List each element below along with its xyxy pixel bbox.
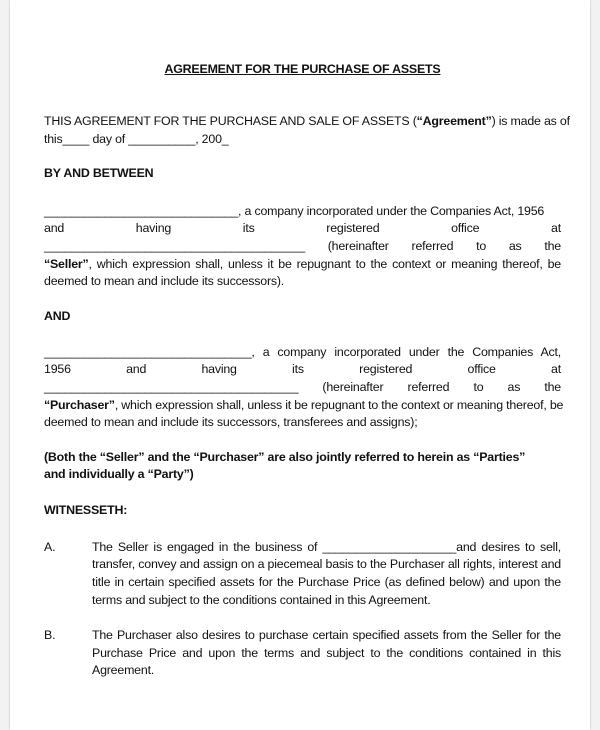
word: registered — [326, 221, 380, 235]
seller-line-3 — [44, 239, 561, 254]
word: 1956 — [44, 362, 71, 376]
and-heading: AND — [44, 309, 71, 323]
clause-b-line: The Purchaser also desires to purchase certain specified assets from the Seller for the — [92, 628, 561, 642]
parties-note-line-1: (Both the “Seller” and the “Purchaser” are also jointly referred to herein as “Parties” — [44, 450, 526, 464]
word: its — [242, 221, 255, 235]
word: at — [551, 362, 561, 376]
word: having — [201, 362, 237, 376]
seller-line-1 — [44, 204, 544, 219]
intro-line-2: this____ day of __________, 200_ — [44, 132, 229, 146]
word: (hereinafter — [327, 239, 389, 253]
purchaser-line-2 — [44, 362, 561, 377]
seller-line-4 — [44, 257, 561, 272]
intro-text: THIS AGREEMENT FOR THE PURCHASE AND SALE OF ASSETS ( — [44, 114, 417, 128]
purchaser-line-5: deemed to mean and include its successors, transferees and assigns); — [44, 415, 418, 429]
word: office — [451, 221, 480, 235]
witnesseth-heading: WITNESSETH: — [44, 503, 128, 517]
word: and — [126, 362, 147, 376]
seller-line-2 — [44, 221, 561, 236]
agreement-term: “Agreement” — [416, 114, 492, 128]
word: having — [135, 221, 172, 235]
purchaser-term: “Purchaser” — [44, 398, 115, 412]
seller-incorporation-text: , a company incorporated under the Companies Act, 1956 — [238, 204, 545, 218]
purchaser-office-blank: ______________________________________ — [44, 380, 299, 394]
word: at — [551, 221, 561, 235]
word: the — [544, 380, 561, 394]
clause-b-line: Agreement. — [92, 663, 155, 677]
intro-line-1 — [44, 114, 570, 129]
parties-note-line-2: and individually a “Party”) — [44, 467, 194, 481]
word: referred — [407, 380, 450, 394]
purchaser-name-blank: _______________________________, — [44, 345, 255, 359]
purchaser-line-4 — [44, 398, 564, 413]
seller-name-blank: _____________________________ — [44, 204, 239, 218]
clause-b-line: Purchase Price and upon the terms and subject to the conditions contained in this — [92, 646, 561, 660]
word: (hereinafter — [322, 380, 384, 394]
purchaser-line-1 — [44, 345, 561, 360]
seller-term: “Seller” — [44, 257, 89, 271]
purchaser-definition-text: , which expression shall, unless it be repugnant to the context or meaning thereof, be — [114, 398, 564, 412]
purchaser-line-3 — [44, 380, 561, 395]
word: office — [467, 362, 496, 376]
word: its — [292, 362, 304, 376]
clause-a-line: The Seller is engaged in the business of ____________________and desires to sell, — [92, 540, 561, 554]
clause-b-letter: B. — [44, 628, 56, 642]
word: to — [476, 239, 487, 253]
word: to — [473, 380, 484, 394]
word: the — [544, 239, 561, 253]
word: registered — [359, 362, 413, 376]
purchaser-incorporation-text: a company incorporated under the Companies Act, — [254, 345, 561, 359]
seller-line-5: deemed to mean and include its successors). — [44, 274, 285, 288]
clause-a-line: transfer, convey and assign on a piecemeal basis to the Purchaser all rights, interest and — [92, 557, 561, 571]
word: and — [44, 221, 65, 235]
word: as — [508, 239, 522, 253]
clause-a-letter: A. — [44, 540, 56, 554]
clause-a-line: title in certain specified assets for the Purchase Price (as defined below) and upon the — [92, 575, 561, 589]
intro-text-end: ) is made as of — [491, 114, 570, 128]
document-title: AGREEMENT FOR THE PURCHASE OF ASSETS — [164, 62, 441, 76]
word: as — [507, 380, 521, 394]
document-page — [10, 0, 590, 730]
clause-a-line: terms and subject to the conditions contained in this Agreement. — [92, 593, 431, 607]
word: referred — [411, 239, 454, 253]
seller-definition-text: , which expression shall, unless it be repugnant to the context or meaning thereof, be — [88, 257, 561, 271]
seller-office-blank: _______________________________________ — [44, 239, 305, 253]
by-and-between-heading: BY AND BETWEEN — [44, 166, 154, 180]
